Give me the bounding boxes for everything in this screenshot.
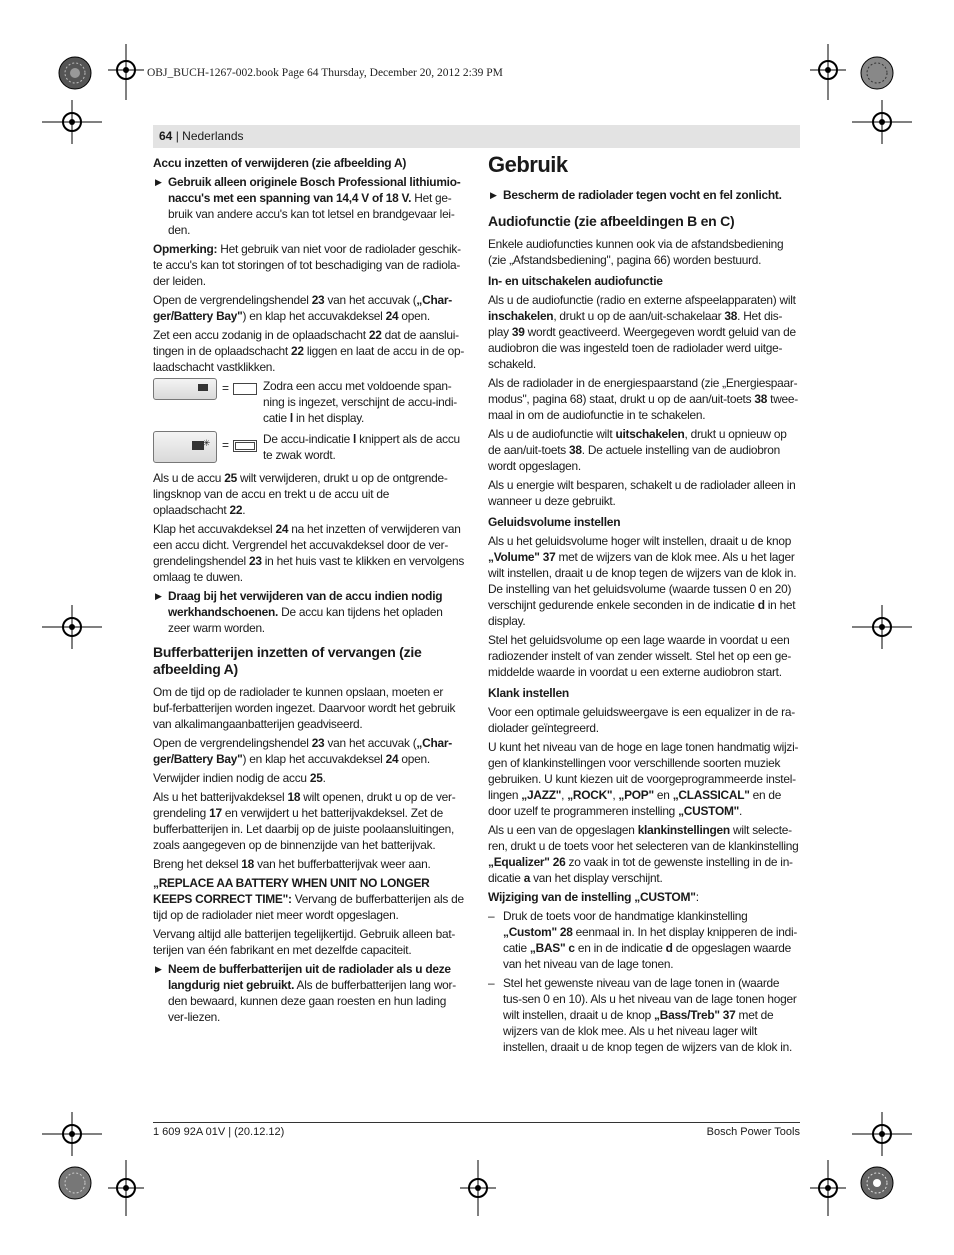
registration-mark-bottom-right <box>810 1160 846 1216</box>
registration-mark-right-top <box>852 100 912 144</box>
registration-mark-right-middle <box>852 605 912 649</box>
page-number: 64 <box>159 129 173 143</box>
warning-protect: ▶ Bescherm de radiolader tegen vocht en fel zonlicht. <box>490 188 782 202</box>
heading-gebruik: Gebruik <box>488 152 568 177</box>
blink-rays-icon: ✳ <box>202 438 210 448</box>
paragraph-close-cover: Klap het accuvakdeksel 24 na het inzetten of verwijderen van een accu dicht. Vergrendel het accuvakdeksel door de ver-grendelingshendel 23 in het huis vast te klikken en vervolgens omlaag te duwen. <box>153 522 465 584</box>
registration-mark-right-bottom <box>852 1112 912 1156</box>
paragraph-energie: Als u energie wilt besparen, schakelt u de radiolader alleen in wanneer u deze gebruikt. <box>488 478 796 508</box>
step-custom-press: – Druk de toets voor de handmatige klankinstelling „Custom" 28 eenmaal in. In het display knipperen de indi-catie „BAS" c en in de indicatie d de opgeslagen waarde van het niveau van de lage tonen. <box>488 909 798 971</box>
heading-accu: Accu inzetten of verwijderen (zie afbeelding A) <box>153 156 407 170</box>
footer-brand: Bosch Power Tools <box>706 1126 800 1138</box>
battery-indicator-steady: = Zodra een accu met voldoende span-ning is ingezet, verschijnt de accu-indi-catie l in het display. <box>153 378 465 426</box>
print-wheel-bottom-left <box>58 1166 92 1200</box>
registration-mark-left-bottom <box>42 1112 102 1156</box>
section-name: Nederlands <box>182 129 244 143</box>
paragraph-open-battery-bay: Open de vergrendelingshendel 23 van het accuvak („Char-ger/Battery Bay") en klap het accuvakdeksel 24 open. <box>153 293 452 323</box>
warning-original-battery: ▶ Gebruik alleen originele Bosch Professional lithiumio-naccu's met een spanning van 14,4 V of 18 V. Het ge-bruik van andere accu's kan tot letsel en brandgevaar lei-den. <box>155 175 461 237</box>
paragraph-replace-cover: Breng het deksel 18 van het bufferbatterijvak weer aan. <box>153 857 431 871</box>
paragraph-uitschakelen: Als u de audiofunctie wilt uitschakelen, drukt u opnieuw op de aan/uit-toets 38. De actuele instelling van de audiobron wordt opgeslagen. <box>488 427 787 473</box>
battery-symbol-icon <box>198 384 208 391</box>
book-info: OBJ_BUCH-1267-002.book Page 64 Thursday, December 20, 2012 2:39 PM <box>147 67 503 79</box>
heading-wijziging: Wijziging van de instelling „CUSTOM": <box>488 890 699 904</box>
footer-doc-number: 1 609 92A 01V | (20.12.12) <box>153 1126 285 1138</box>
print-wheel-bottom-right <box>860 1166 894 1200</box>
registration-mark-bottom-left <box>108 1160 144 1216</box>
paragraph-inschakelen: Als u de audiofunctie (radio en externe afspeelapparaten) wilt inschakelen, drukt u op de aan/uit-schakelaar 38. Het dis-play 39 wordt geactiveerd. Weergegeven wordt geluid van de audiobron die was ingesteld toen de radiolader werd uitge-schakeld. <box>488 293 796 371</box>
paragraph-opmerking: Opmerking: Het gebruik van niet voor de radiolader geschik-te accu's kan tot storingen of tot beschadiging van de radiola-der leiden. <box>153 242 461 288</box>
display-battery-blink-icon <box>153 431 217 463</box>
heading-in-uit: In- en uitschakelen audiofunctie <box>488 274 663 288</box>
paragraph-replace-all: Vervang altijd alle batterijen tegelijkertijd. Gebruik alleen bat-terijen van één fabrikant en met dezelfde capaciteit. <box>153 927 456 957</box>
display-battery-icon <box>153 378 217 400</box>
paragraph-replace-aa: „REPLACE AA BATTERY WHEN UNIT NO LONGER KEEPS CORRECT TIME": Vervang de bufferbatterijen als de tijd op de radiolader niet meer wordt opgeslagen. <box>153 876 464 922</box>
heading-volume: Geluidsvolume instellen <box>488 515 621 529</box>
battery-blink-outline-icon <box>233 440 257 452</box>
registration-mark-top-right <box>810 44 846 100</box>
paragraph-klank-presets: U kunt het niveau van de hoge en lage tonen handmatig wijzi-gen of klankinstellingen voor verschillende soorten muziek gebruiken. U kunt kiezen uit de voorgeprogrammeerde instel-lingen „JAZZ", „ROCK", „POP" en „CLASSICAL" en de door uzelf te programmeren instelling „CUSTOM". <box>488 740 799 818</box>
paragraph-volume: Als u het geluidsvolume hoger wilt instellen, draait u de knop „Volume" 37 met de wijzers van de klok mee. Als u het lager wilt instellen, draait u de knop tegen de wijzers van de klok in. De instelling van het geluidsvolume (waarde tussen 0 en 20) verschijnt gedurende enkele seconden in de indicatie d in het display. <box>488 534 797 628</box>
paragraph-enkele: Enkele audiofuncties kunnen ook via de afstandsbediening (zie „Afstandsbediening", pagina 66) worden bestuurd. <box>488 237 784 267</box>
bullet-triangle-icon: ▶ <box>155 177 162 187</box>
left-column <box>153 155 465 1028</box>
paragraph-remove-accu: Verwijder indien nodig de accu 25. <box>153 771 326 785</box>
registration-mark-left-top <box>42 100 102 144</box>
registration-mark-top-left <box>108 44 144 100</box>
bullet-triangle-icon: ▶ <box>155 964 162 974</box>
right-column <box>488 153 800 1058</box>
battery-indicator-blinking: ✳ = De accu-indicatie l knippert als de accu te zwak wordt. <box>153 431 465 465</box>
paragraph-battery-compartment: Als u het batterijvakdeksel 18 wilt openen, drukt u op de ver-grendeling 17 en verwijdert u het batterijvakdeksel. Zet de bufferbatterijen in. Let daarbij op de juiste poolaansluitingen, zoals aangegeven op de binnenzijde van het batterijvak. <box>153 790 456 852</box>
print-wheel-top-right <box>860 56 894 90</box>
warning-remove-buffer: ▶ Neem de bufferbatterijen uit de radiolader als u deze langdurig niet gebruikt. Als de bufferbatterijen lang wor-den bewaard, kunnen deze gaan roesten en hun lading ver-liezen. <box>155 962 456 1024</box>
warning-gloves: ▶ Draag bij het verwijderen van de accu indien nodig werkhandschoenen. De accu kan tijdens het opladen zeer warm worden. <box>155 589 443 635</box>
paragraph-open-battery-bay-2: Open de vergrendelingshendel 23 van het accuvak („Char-ger/Battery Bay") en klap het accuvakdeksel 24 open. <box>153 736 452 766</box>
paragraph-klank-intro: Voor een optimale geluidsweergave is een equalizer in de ra-diolader geïntegreerd. <box>488 705 795 735</box>
step-bass-level: – Stel het gewenste niveau van de lage tonen in (waarde tus-sen 0 en 10). Als u het niveau van de lage tonen hoger wilt instellen, draait u de knop „Bass/Treb" 37 met de wijzers van de klok mee. Als u het niveau lager wilt instellen, draait u de knop tegen de wijzers van de klok in. <box>488 976 797 1054</box>
footer-divider <box>153 1122 800 1123</box>
paragraph-insert-battery: Zet een accu zodanig in de oplaadschacht 22 dat de aanslui-tingen in de oplaadschacht 22 liggen en laat de accu in de op-laadschacht vastklikken. <box>153 328 465 374</box>
heading-audiofunctie: Audiofunctie (zie afbeeldingen B en C) <box>488 213 735 229</box>
paragraph-remove-battery: Als u de accu 25 wilt verwijderen, drukt u op de ontgrende-lingsknop van de accu en trekt u de accu uit de oplaadschacht 22. <box>153 471 448 517</box>
registration-mark-left-middle <box>42 605 102 649</box>
heading-bufferbatterijen: Bufferbatterijen inzetten of vervangen (zie afbeelding A) <box>153 644 422 677</box>
page-header: 64 | Nederlands <box>153 125 800 148</box>
bullet-triangle-icon: ▶ <box>490 190 497 200</box>
print-wheel-top-left <box>58 56 92 90</box>
battery-outline-icon <box>233 383 257 395</box>
paragraph-stel-volume: Stel het geluidsvolume op een lage waarde in voordat u een radiozender instelt of van zender wisselt. Stel het op een ge-middelde waarde in voordat u een externe audiobron start. <box>488 633 792 679</box>
bullet-triangle-icon: ▶ <box>155 591 162 601</box>
paragraph-klank-select: Als u een van de opgeslagen klankinstellingen wilt selecte-ren, drukt u de toets voor het selecteren van de klankinstelling „Equalizer" 26 zo vaak in tot de gewenste instelling in de in-dicatie a van het display verschijnt. <box>488 823 799 885</box>
paragraph-buffer-intro: Om de tijd op de radiolader te kunnen opslaan, moeten er buf-ferbatterijen worden ingezet. Daarvoor wordt het gebruik van alkalimangaanbatterijen geadviseerd. <box>153 685 456 731</box>
heading-klank: Klank instellen <box>488 686 569 700</box>
registration-mark-bottom-center <box>460 1160 496 1216</box>
paragraph-energiespaar: Als de radiolader in de energiespaarstand (zie „Energiespaar-modus", pagina 68) staat, drukt u op de aan/uit-toets 38 twee-maal in om de audiofunctie in te schakelen. <box>488 376 798 422</box>
